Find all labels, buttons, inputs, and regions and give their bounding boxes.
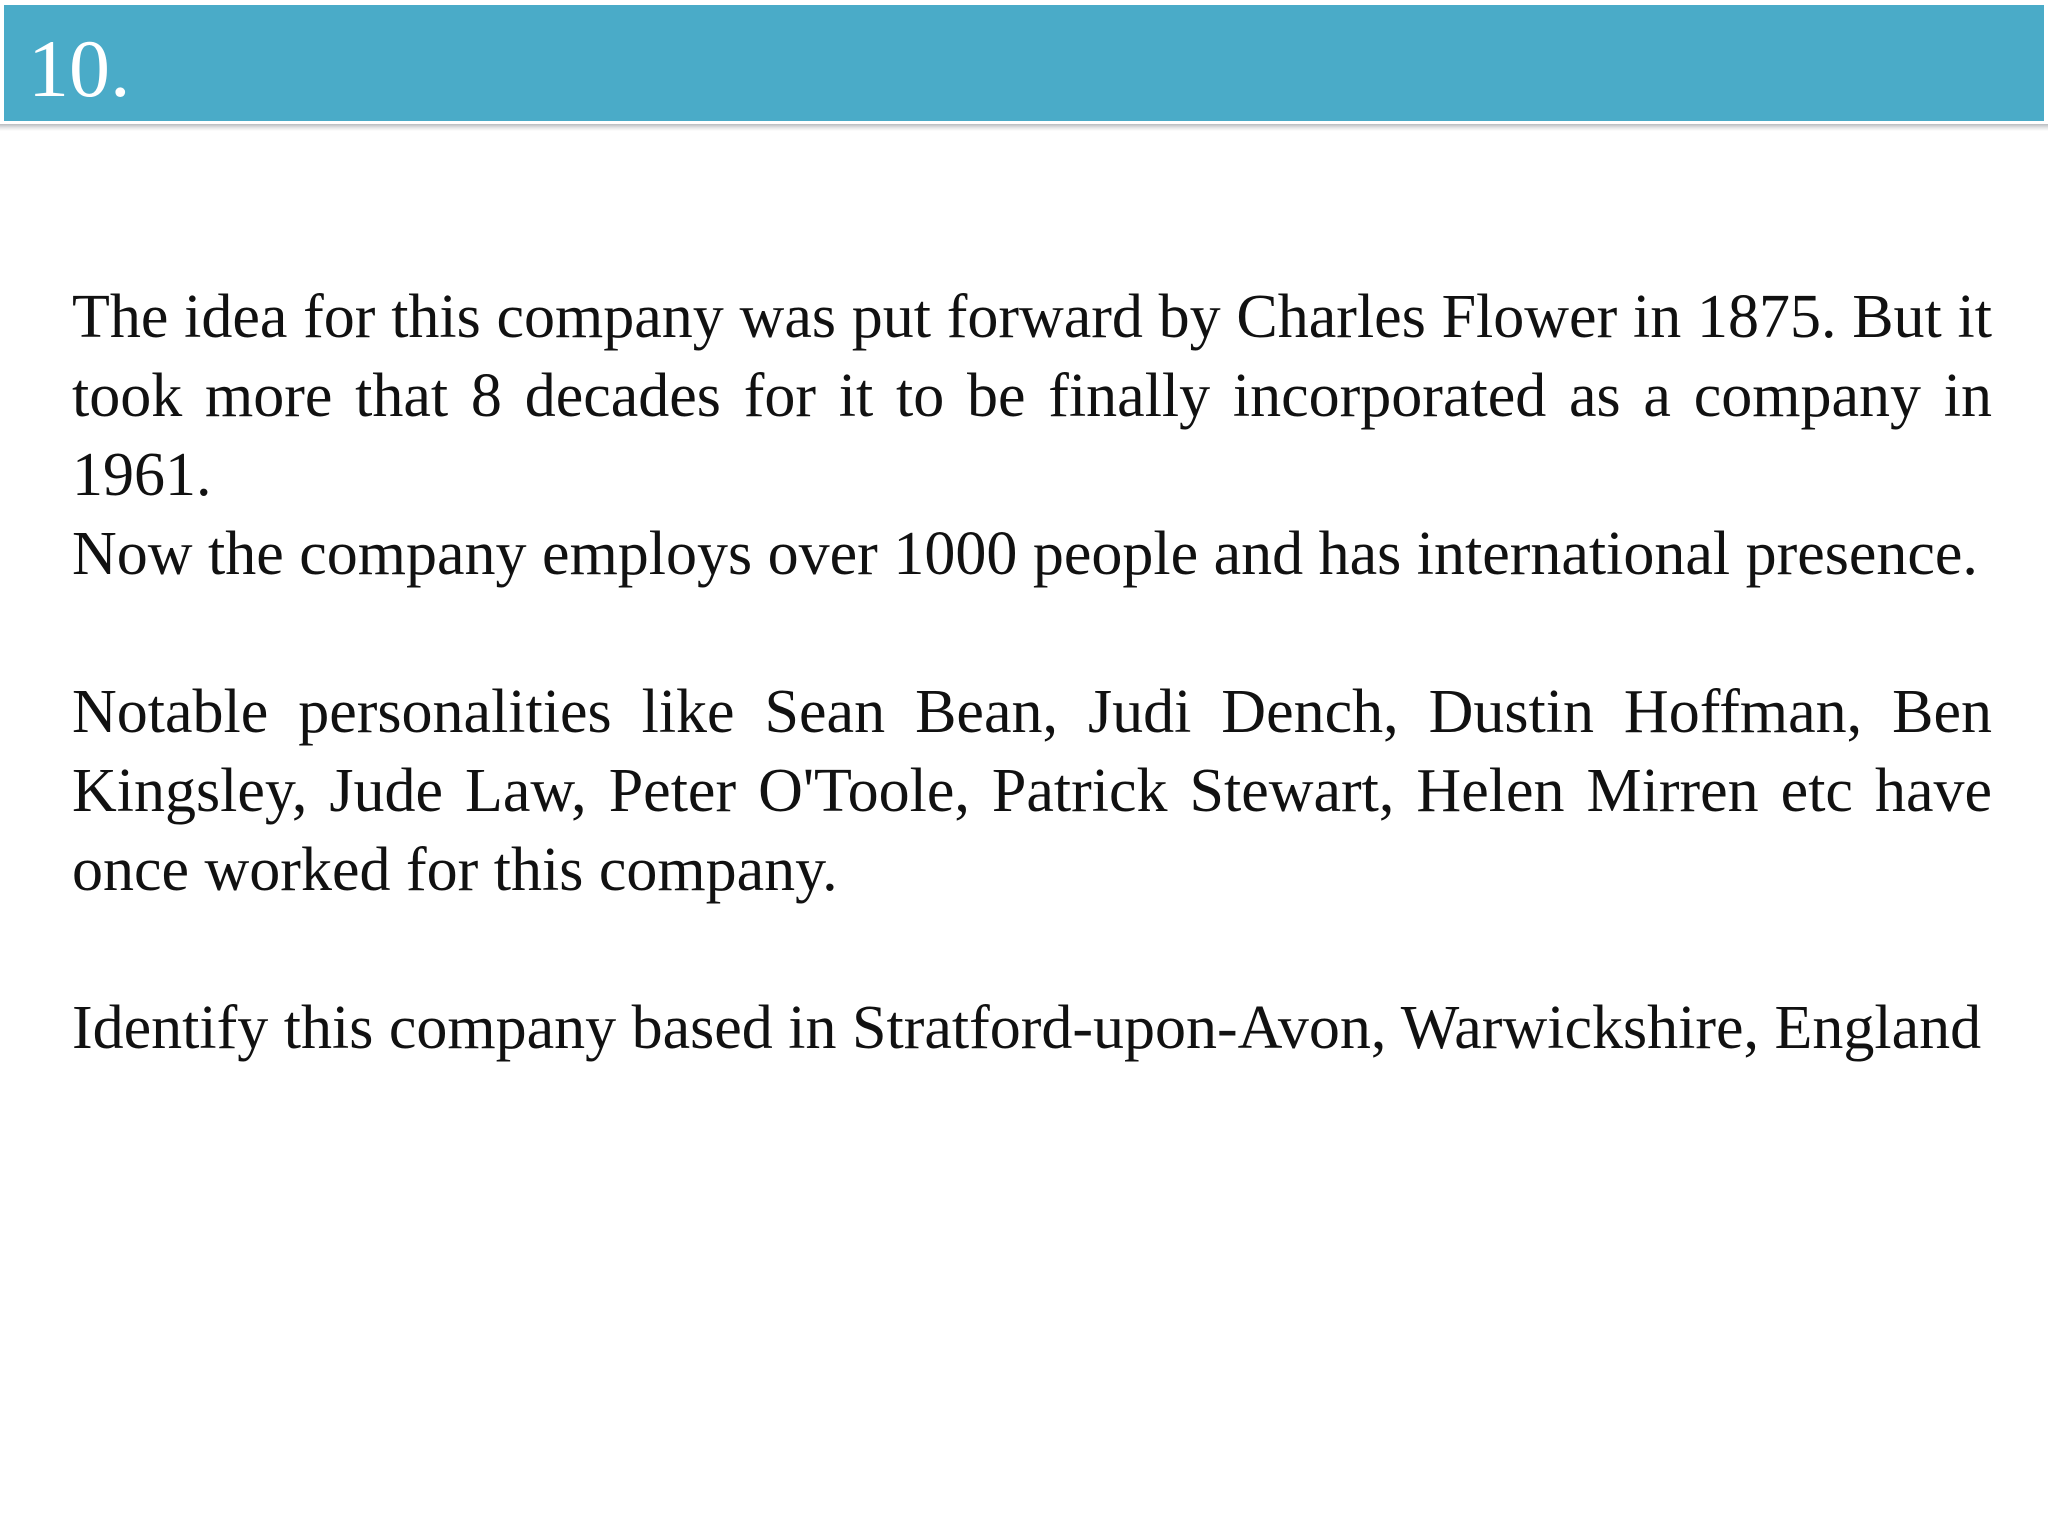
- paragraph-history: The idea for this company was put forward by Charles Flower in 1875. But it took more that 8 decades for it to be finally incorporated as a company in 1961.: [72, 283, 1992, 509]
- paragraph-personalities: Notable personalities like Sean Bean, Judi Dench, Dustin Hoffman, Ben Kingsley, Jude Law, Peter O'Toole, Patrick Stewart, Helen Mirren etc have once worked for this company.: [72, 678, 1992, 904]
- paragraph-question: Identify this company based in Stratford-upon-Avon, Warwickshire, England: [72, 994, 1982, 1062]
- header-divider: [0, 124, 2048, 131]
- paragraph-spacer: [72, 910, 1992, 989]
- slide-number: 10.: [28, 23, 131, 114]
- slide-body: [72, 278, 1992, 1068]
- header-bar: [4, 5, 2044, 121]
- paragraph-spacer: [72, 594, 1992, 673]
- paragraph-employees: Now the company employs over 1000 people and has international presence.: [72, 520, 1978, 588]
